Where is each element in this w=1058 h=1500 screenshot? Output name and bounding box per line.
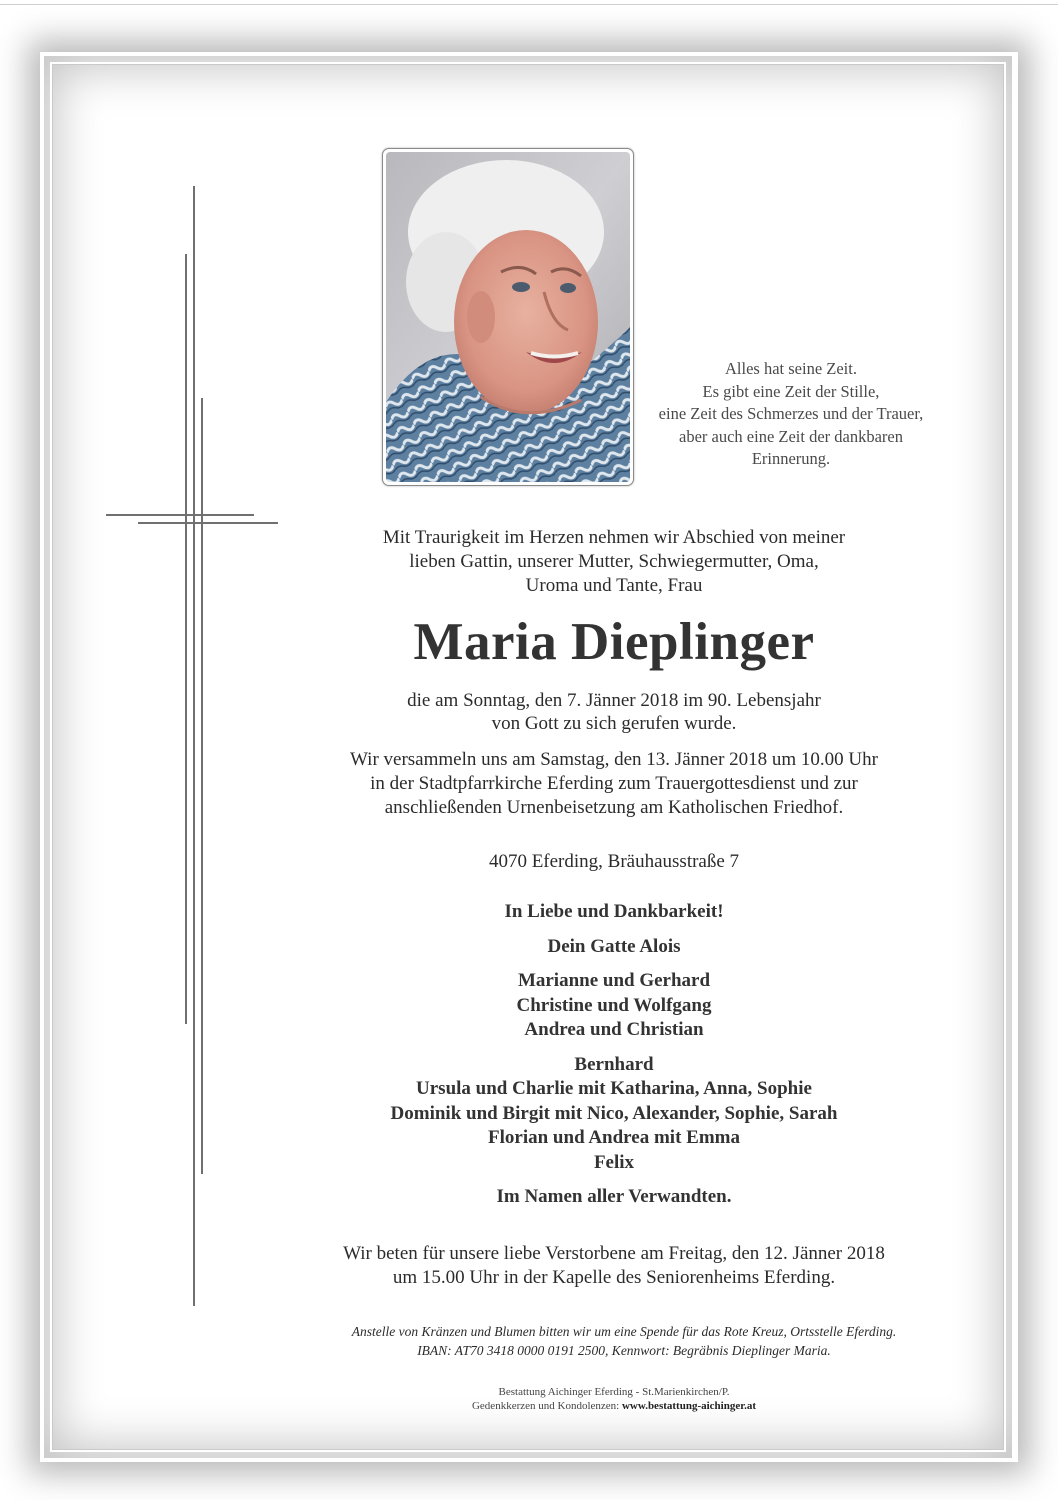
mourners-child: Andrea und Christian bbox=[524, 1019, 704, 1040]
service-line: in der Stadtpfarrkirche Eferding zum Trauergottesdienst und zur bbox=[370, 773, 858, 794]
prayer-notice bbox=[294, 1242, 934, 1290]
death-notice bbox=[294, 689, 934, 735]
cross-icon bbox=[106, 186, 286, 1316]
intro-line: Uroma und Tante, Frau bbox=[525, 575, 703, 596]
intro-text bbox=[294, 526, 934, 598]
donation-line: Anstelle von Kränzen und Blumen bitten wir um eine Spende für das Rote Kreuz, Ortsstelle Eferding. bbox=[351, 1324, 897, 1339]
funeral-home-footer bbox=[344, 1385, 884, 1413]
memorial-quote bbox=[636, 358, 946, 471]
prayer-line: um 15.00 Uhr in der Kapelle des Seniorenheims Eferding. bbox=[392, 1267, 836, 1288]
death-notice-line: die am Sonntag, den 7. Jänner 2018 im 90. Lebensjahr bbox=[407, 690, 821, 711]
mourners-child: Christine und Wolfgang bbox=[516, 994, 712, 1016]
quote-line: Erinnerung. bbox=[751, 449, 831, 468]
donation-line: IBAN: AT70 3418 0000 0191 2500, Kennwort: Begräbnis Dieplinger Maria. bbox=[417, 1343, 831, 1358]
intro-line: lieben Gattin, unserer Mutter, Schwiegermutter, Oma, bbox=[409, 551, 819, 572]
intro-line: Mit Traurigkeit im Herzen nehmen wir Abschied von meiner bbox=[382, 527, 846, 548]
quote-line: Alles hat seine Zeit. bbox=[725, 359, 857, 378]
obituary-card bbox=[44, 56, 1012, 1458]
mourners-closing: Im Namen aller Verwandten. bbox=[496, 1186, 732, 1207]
donation-request bbox=[264, 1322, 984, 1360]
mourners-grandchild: Bernhard bbox=[574, 1053, 654, 1075]
prayer-line: Wir beten für unsere liebe Verstorbene am Freitag, den 12. Jänner 2018 bbox=[343, 1243, 885, 1264]
portrait-image bbox=[386, 152, 630, 482]
service-line: anschließenden Urnenbeisetzung am Katholischen Friedhof. bbox=[384, 797, 844, 818]
mourners-grandchild: Felix bbox=[593, 1151, 635, 1173]
family-address: 4070 Eferding, Bräuhausstraße 7 bbox=[488, 851, 740, 872]
condolence-label: Gedenkkerzen und Kondolenzen: bbox=[471, 1400, 622, 1412]
mourners-spouse: Dein Gatte Alois bbox=[547, 935, 681, 957]
quote-line: eine Zeit des Schmerzes und der Trauer, bbox=[658, 404, 924, 423]
quote-line: Es gibt eine Zeit der Stille, bbox=[702, 381, 880, 401]
funeral-home-name: Bestattung Aichinger Eferding - St.Marienkirchen/P. bbox=[498, 1386, 730, 1398]
funeral-home-contact bbox=[344, 1399, 884, 1413]
funeral-service-text bbox=[294, 748, 934, 820]
mourners-child: Marianne und Gerhard bbox=[517, 970, 711, 991]
portrait-photo bbox=[382, 148, 634, 486]
mourners-grandchild: Ursula und Charlie mit Katharina, Anna, Sophie bbox=[416, 1078, 812, 1099]
mourners-grandchild: Florian und Andrea mit Emma bbox=[488, 1127, 740, 1148]
top-divider bbox=[0, 4, 1058, 5]
death-notice-line: von Gott zu sich gerufen wurde. bbox=[491, 713, 737, 734]
mourners-greeting: In Liebe und Dankbarkeit! bbox=[504, 901, 724, 922]
funeral-home-website: www.bestattung-aichinger.at bbox=[621, 1400, 757, 1412]
quote-line: aber auch eine Zeit der dankbaren bbox=[679, 426, 903, 446]
mourners-list bbox=[294, 900, 934, 1210]
service-line: Wir versammeln uns am Samstag, den 13. Jänner 2018 um 10.00 Uhr bbox=[350, 749, 878, 770]
deceased-name: Maria Dieplinger bbox=[413, 613, 815, 671]
mourners-grandchild: Dominik und Birgit mit Nico, Alexander, Sophie, Sarah bbox=[390, 1102, 838, 1124]
